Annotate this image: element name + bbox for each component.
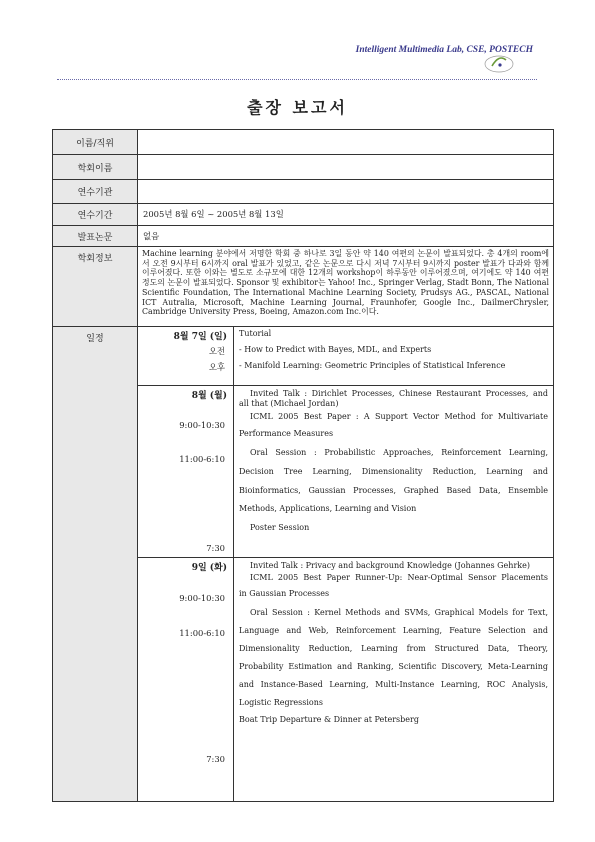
info-row — [53, 246, 553, 326]
day2-line: Oral Session : Probabilistic Approaches, Reinforcement Learning, — [250, 448, 548, 457]
day2-line: Invited Talk : Dirichlet Processes, Chinese Restaurant Processes, and — [250, 389, 548, 398]
day3-line: Language and Web, Reinforcement Learning, Feature Selection and — [239, 626, 548, 635]
day3-line: Boat Trip Departure & Dinner at Petersberg — [239, 715, 419, 724]
day3-time1: 9:00-10:30 — [179, 593, 225, 603]
institution-value — [138, 180, 553, 203]
day1-pm-label: 오후 — [208, 362, 225, 372]
day2-time1: 9:00-10:30 — [179, 420, 225, 430]
day2-line: Bioinformatics, Gaussian Processes, Graphed Based Data, Ensemble — [239, 486, 548, 495]
info-label: 학회정보 — [53, 247, 138, 326]
day3-time3: 7:30 — [206, 754, 225, 764]
day3-line: Invited Talk : Privacy and background Knowledge (Johannes Gehrke) — [250, 561, 530, 570]
schedule-body — [138, 327, 553, 801]
name-label: 이름/직위 — [53, 130, 138, 154]
day2-desc-col — [234, 386, 553, 557]
conference-value — [138, 155, 553, 179]
info-value: Machine learning 분야에서 저명한 학회 중 하나로 3일 동안 약 140 여편의 논문이 발표되었다. 총 4개의 room에서 오전 9시부터 6시까지 oral 발표가 있었고, 같은 논문으로 다시 저녁 7시부터 9시까지 poster 발표가 다과와 함께 이루어졌다. 또한 이와는 별도로 소규모에 대한 12개의 workshop이 하루동안 이루어졌으며, 여기에도 약 140 여편 정도의 논문이 발표되었다. Sponsor 및 exhibitor는 Yahoo! Inc., Springer Verlag, Stadt Bonn, The National Scientific Foundation, The International Machine Learning Society, Prudsys AG., PASCAL, National ICT Autralia, Microsoft, Machine Learning Journal, Fraunhofer, Google Inc., DailmerChrysler, Cambridge University Press, Boeing, Amazon.com Inc.이다. — [142, 249, 549, 317]
day1-title: Tutorial — [239, 329, 272, 338]
day1-pm-text: - Manifold Learning: Geometric Principles of Statistical Inference — [239, 361, 506, 370]
day3-time2: 11:00-6:10 — [179, 628, 225, 638]
schedule-label: 일정 — [53, 327, 138, 801]
day2-line: ICML 2005 Best Paper : A Support Vector Method for Multivariate — [250, 412, 548, 421]
lab-header-text: Intelligent Multimedia Lab, CSE, POSTECH — [355, 45, 533, 55]
lab-logo — [484, 52, 514, 74]
day2-time2: 11:00-6:10 — [179, 454, 225, 464]
schedule-day1 — [138, 327, 553, 385]
day3-line: Probability Estimation and Ranking, Scientific Discovery, Meta-Learning — [239, 662, 548, 671]
day3-line: Logistic Regressions — [239, 698, 323, 707]
day2-time-col — [138, 386, 234, 557]
day1-date: 8월 7일 (일) — [173, 332, 227, 342]
day3-line: and Instance-Based Learning, Multi-Instance Learning, ROC Analysis, — [239, 680, 548, 689]
page-title: 출장 보고서 — [247, 98, 348, 117]
paper-label: 발표논문 — [53, 226, 138, 246]
day3-date: 9일 (화) — [191, 563, 227, 573]
day3-line: Dimensionality Reduction, Learning from Structured Data, Theory, — [239, 644, 548, 653]
day3-line: Oral Session : Kernel Methods and SVMs, Graphical Models for Text, — [250, 608, 548, 617]
name-value — [138, 130, 553, 154]
paper-value: 없음 — [143, 230, 160, 241]
schedule-day3 — [138, 557, 553, 801]
period-label: 연수기간 — [53, 204, 138, 225]
report-table — [52, 129, 554, 802]
header-divider — [57, 79, 537, 80]
day1-am-text: - How to Predict with Bayes, MDL, and Experts — [239, 345, 432, 354]
schedule-day2 — [138, 385, 553, 557]
institution-row — [53, 179, 553, 203]
day3-line: ICML 2005 Best Paper Runner-Up: Near-Optimal Sensor Placements — [250, 573, 548, 582]
day2-line: Poster Session — [250, 523, 310, 532]
schedule-row — [53, 326, 553, 801]
period-value: 2005년 8월 6일 ~ 2005년 8월 13일 — [143, 209, 284, 220]
day3-desc-col — [234, 558, 553, 801]
day2-line: all that (Michael Jordan) — [239, 399, 339, 408]
day1-time-col — [138, 327, 234, 385]
day2-line: Methods, Applications, Learning and Vision — [239, 504, 417, 513]
day2-date: 8월 (월) — [191, 391, 227, 401]
day1-desc-col — [234, 327, 553, 385]
period-row — [53, 203, 553, 225]
conference-label: 학회이름 — [53, 155, 138, 179]
day1-am-label: 오전 — [208, 346, 225, 356]
day3-time-col — [138, 558, 234, 801]
paper-row — [53, 225, 553, 246]
name-row — [53, 130, 553, 154]
day2-time3: 7:30 — [206, 543, 225, 553]
day2-line: Performance Measures — [239, 429, 334, 438]
institution-label: 연수기관 — [53, 180, 138, 203]
day3-line: in Gaussian Processes — [239, 589, 330, 598]
day2-line: Decision Tree Learning, Dimensionality Reduction, Learning and — [239, 467, 548, 476]
conference-row — [53, 154, 553, 179]
